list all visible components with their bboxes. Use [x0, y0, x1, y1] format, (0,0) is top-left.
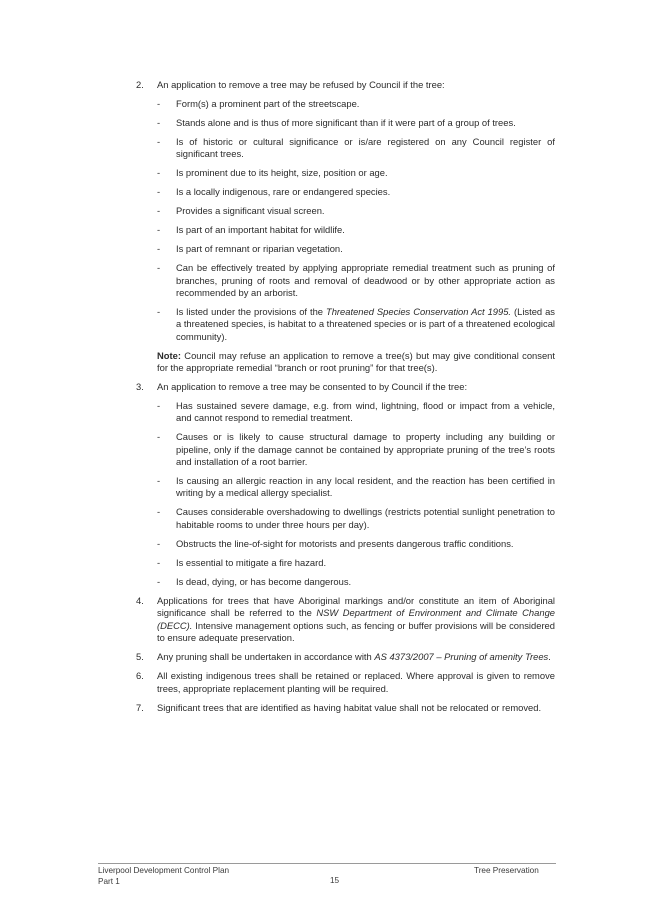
item-number: 7. — [136, 701, 144, 713]
dash-marker: - — [157, 167, 161, 179]
sub-item-text: Is part of remnant or riparian vegetation. — [176, 243, 343, 255]
sub-list-item — [157, 224, 555, 236]
dash-marker: - — [157, 224, 161, 236]
sub-list-item — [157, 431, 555, 468]
item-number: 6. — [136, 670, 144, 682]
sub-list-item — [157, 136, 555, 161]
sub-item-text: Stands alone and is thus of more significant than if it were part of a group of trees. — [176, 116, 516, 128]
text-run: Applications for trees that have Aboriginal markings and/or constitute an item of Aboriginal significance shall be referred to the — [157, 594, 555, 619]
dash-marker: - — [157, 475, 161, 487]
note-label: Note: — [157, 349, 181, 361]
footer-section-title: Tree Preservation — [474, 866, 539, 875]
text-run: Intensive management options such, as fencing or buffer provisions will be considered to ensure adequate preservation. — [157, 619, 555, 644]
sub-item-text: Can be effectively treated by applying appropriate remedial treatment such as pruning of branches, pruning of roots and removal of deadwood or by other appropriate action as recommended by an arborist. — [176, 262, 555, 298]
sub-list-item — [157, 98, 555, 110]
dash-marker: - — [157, 205, 161, 217]
document-body — [136, 79, 555, 721]
text-run: Any pruning shall be undertaken in accordance with — [157, 651, 375, 663]
list-item-3 — [136, 381, 555, 588]
sub-item-text: Is prominent due to its height, size, position or age. — [176, 167, 388, 179]
sub-item-text: Is causing an allergic reaction in any local resident, and the reaction has been certified in writing by a medical allergy specialist. — [176, 475, 555, 499]
sub-item-text: Is dead, dying, or has become dangerous. — [176, 575, 352, 587]
standard-reference: AS 4373/2007 – Pruning of amenity Trees — [374, 651, 549, 663]
dash-marker: - — [157, 575, 161, 587]
dash-marker: - — [157, 116, 161, 128]
note-paragraph — [157, 350, 555, 375]
sub-item-text — [176, 306, 555, 342]
item-text: Significant trees that are identified as having habitat value shall not be relocated or removed. — [157, 701, 542, 713]
item-text: An application to remove a tree may be refused by Council if the tree: — [157, 79, 445, 90]
list-item-4 — [136, 595, 555, 645]
item-text — [157, 651, 555, 663]
sub-list-item — [157, 243, 555, 255]
sub-item-text: Causes considerable overshadowing to dwellings (restricts potential sunlight penetration to habitable rooms to under three hours per day). — [176, 506, 555, 530]
act-title: Threatened Species Conservation Act 1995. — [325, 305, 512, 317]
sub-item-text: Is of historic or cultural significance or is/are registered on any Council register of significant trees. — [176, 135, 555, 160]
sub-list-item — [157, 167, 555, 179]
sub-item-text: Provides a significant visual screen. — [176, 205, 325, 217]
sub-item-text: Is part of an important habitat for wildlife. — [176, 224, 345, 236]
sub-list — [157, 400, 555, 588]
dash-marker: - — [157, 506, 161, 518]
sub-item-text: Causes or is likely to cause structural damage to property including any building or pipeline, only if the damage cannot be contained by appropriate pruning of the tree’s roots and installation of a root barrier. — [176, 431, 555, 468]
dash-marker: - — [157, 97, 161, 109]
sub-item-text: Has sustained severe damage, e.g. from wind, lightning, flood or impact from a vehicle, and cannot respond to remedial treatment. — [176, 399, 555, 424]
footer-title-line: Liverpool Development Control Plan — [98, 866, 230, 875]
sub-list-item — [157, 557, 555, 569]
sub-list-item — [157, 576, 555, 588]
dash-marker: - — [157, 262, 161, 274]
dash-marker: - — [157, 186, 161, 198]
item-text: All existing indigenous trees shall be retained or replaced. Where approval is given to remove trees, appropriate replacement planting will be required. — [157, 670, 555, 694]
sub-list-item — [157, 475, 555, 500]
sub-list-item — [157, 186, 555, 198]
sub-item-text: Form(s) a prominent part of the streetscape. — [176, 97, 360, 109]
footer-document-title — [98, 866, 229, 887]
list-item-6 — [136, 670, 555, 695]
dash-marker: - — [157, 135, 161, 147]
item-number: 5. — [136, 651, 144, 663]
dash-marker: - — [157, 431, 161, 443]
note-text: Council may refuse an application to remove a tree(s) but may give conditional consent for the appropriate remedial “branch or root pruning” for that tree(s). — [157, 349, 555, 374]
text-run: Is listed under the provisions of the — [176, 305, 326, 317]
item-text — [157, 595, 555, 645]
footer-part-line: Part 1 — [98, 876, 120, 886]
sub-item-text: Obstructs the line-of-sight for motorists and presents dangerous traffic conditions. — [176, 537, 514, 549]
text-run: (Listed as a threatened species, is habitat to a threatened species or is part of a threatened ecological community). — [176, 305, 555, 342]
dash-marker: - — [157, 399, 161, 411]
sub-list-item — [157, 538, 555, 550]
department-name: NSW Department of Environment and Climate Change (DECC). — [157, 607, 555, 631]
dash-marker: - — [157, 556, 161, 568]
sub-list-item — [157, 205, 555, 217]
sub-list-item — [157, 400, 555, 425]
list-item-5 — [136, 651, 555, 663]
sub-item-text: Is essential to mitigate a fire hazard. — [176, 556, 327, 568]
sub-item-text: Is a locally indigenous, rare or endangered species. — [176, 186, 391, 198]
page-number: 15 — [330, 876, 340, 885]
list-item-7 — [136, 702, 555, 714]
text-run: . — [548, 651, 551, 663]
sub-list — [157, 98, 555, 343]
sub-list-item — [157, 262, 555, 299]
dash-marker: - — [157, 537, 161, 549]
dash-marker: - — [157, 305, 161, 317]
item-number: 4. — [136, 594, 144, 606]
sub-list-item — [157, 306, 555, 343]
item-text: An application to remove a tree may be consented to by Council if the tree: — [157, 381, 468, 393]
dash-marker: - — [157, 243, 161, 255]
footer-divider — [98, 863, 556, 864]
sub-list-item — [157, 117, 555, 129]
item-number: 3. — [136, 381, 144, 393]
list-item-2 — [136, 79, 555, 375]
sub-list-item — [157, 506, 555, 531]
item-number: 2. — [136, 79, 144, 90]
